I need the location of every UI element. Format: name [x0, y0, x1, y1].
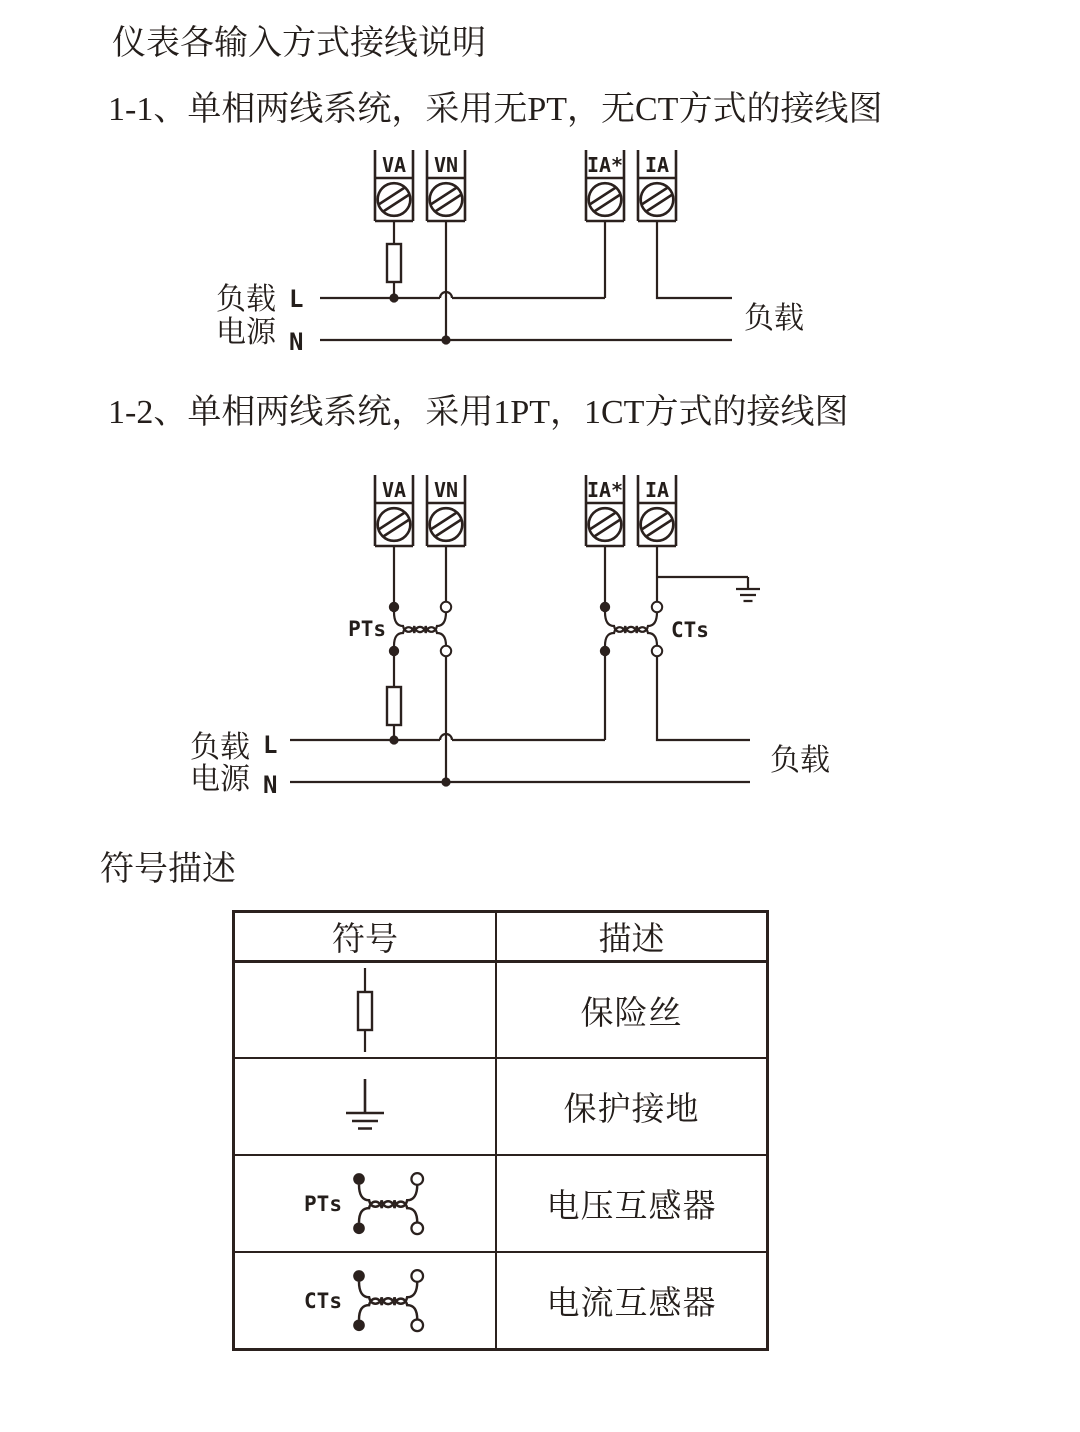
line-n-label: N — [263, 771, 278, 799]
terminal-label-ia: IA — [644, 153, 670, 177]
wires — [320, 221, 732, 340]
load-label-right: 负载 — [770, 744, 830, 777]
table-row-ground-description: 保护接地 — [497, 1057, 766, 1154]
table-row-fuse-symbol — [235, 960, 497, 1057]
ground-icon — [736, 577, 760, 601]
source-label-left: 电源 — [190, 763, 250, 796]
pt-transformer-icon — [389, 602, 451, 656]
wiring-diagram-1pt-1ct — [0, 460, 1080, 810]
table-row-pt-description: 电压互感器 — [497, 1154, 766, 1251]
load-label-left: 负载 — [190, 731, 250, 764]
terminal-label-ia-star: IA* — [586, 478, 624, 502]
source-label-left: 电源 — [216, 316, 276, 349]
ct-label: CTs — [671, 618, 709, 642]
table-row-pt-symbol — [235, 1154, 497, 1251]
ct-label: CTs — [304, 1288, 342, 1313]
line-l-label: L — [263, 731, 278, 759]
symbol-column-header: 符号 — [235, 913, 497, 960]
section-1-2-heading: 1-2、单相两线系统，采用1PT，1CT方式的接线图 — [108, 394, 849, 431]
symbols-heading: 符号描述 — [100, 851, 236, 888]
pt-label: PTs — [304, 1191, 342, 1216]
terminal-label-va: VA — [381, 478, 407, 502]
terminal-label-ia: IA — [644, 478, 670, 502]
wires — [290, 546, 750, 782]
junction-dot — [389, 735, 398, 744]
line-l-label: L — [289, 285, 304, 313]
junction-dot — [441, 335, 450, 344]
junction-dot — [441, 777, 450, 786]
fuse-icon — [387, 687, 401, 725]
junction-dot — [389, 293, 398, 302]
ground-icon — [323, 1077, 407, 1137]
load-label-left: 负载 — [216, 283, 276, 316]
pt-transformer-icon — [350, 1172, 426, 1236]
terminal-label-va: VA — [381, 153, 407, 177]
table-row-ground-symbol — [235, 1057, 497, 1154]
fuse-icon — [323, 966, 407, 1054]
line-n-label: N — [289, 328, 304, 356]
pt-label: PTs — [348, 617, 386, 641]
table-row-fuse-description: 保险丝 — [497, 960, 766, 1057]
page-title: 仪表各输入方式接线说明 — [112, 25, 486, 62]
fuse-icon — [387, 244, 401, 282]
load-label-right: 负载 — [744, 302, 804, 335]
description-column-header: 描述 — [598, 922, 665, 958]
table-row-ct-symbol — [235, 1251, 497, 1348]
section-1-1-heading: 1-1、单相两线系统，采用无PT，无CT方式的接线图 — [108, 91, 883, 128]
table-row-ct-description: 电流互感器 — [497, 1251, 766, 1348]
symbol-table — [232, 910, 769, 1351]
ct-transformer-icon — [600, 602, 662, 656]
terminal-label-ia-star: IA* — [586, 153, 624, 177]
terminal-label-vn: VN — [433, 153, 459, 177]
terminal-label-vn: VN — [433, 478, 459, 502]
wiring-diagram-no-pt-no-ct — [0, 140, 1080, 375]
ct-transformer-icon — [350, 1269, 426, 1333]
